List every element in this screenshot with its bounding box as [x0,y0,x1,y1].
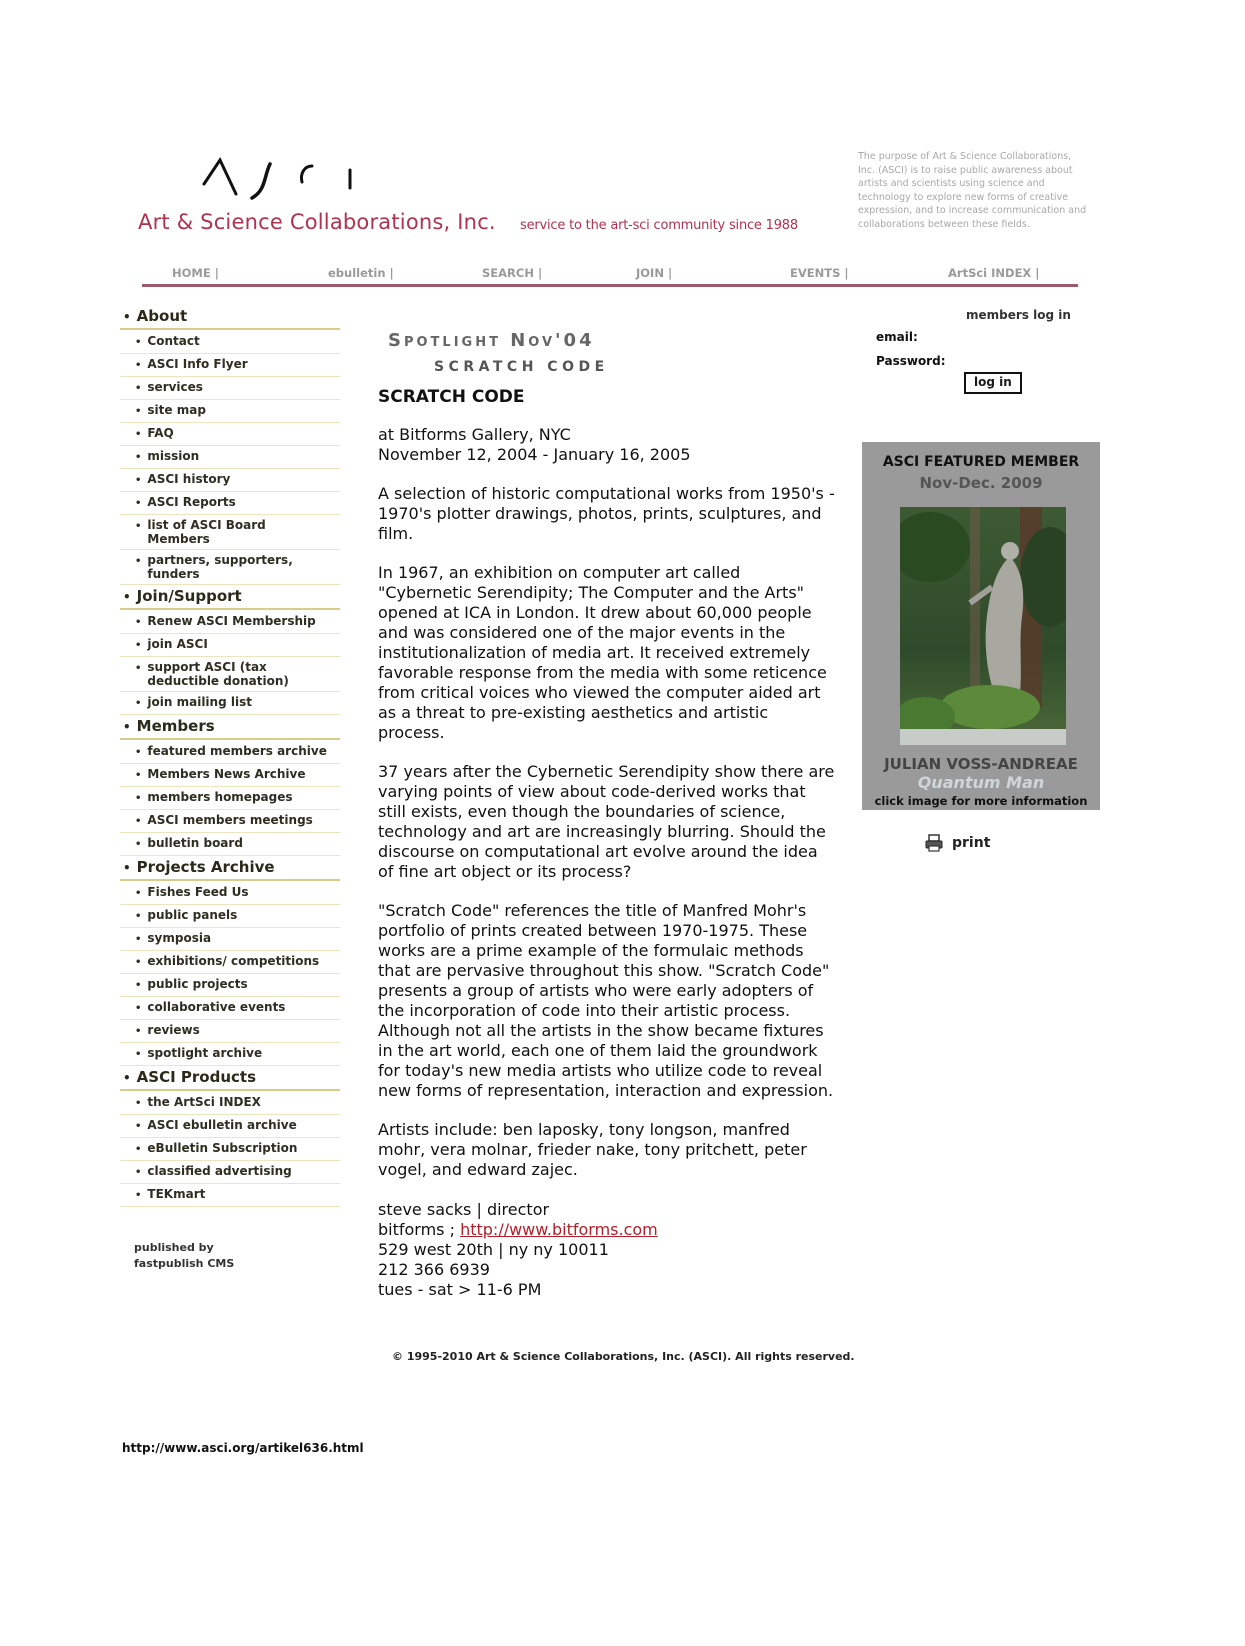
bullet-icon: • [135,556,142,567]
sidebar-item-label: support ASCI (tax deductible donation) [147,660,289,688]
main-content [378,330,838,1300]
bullet-icon: • [123,310,131,324]
sidebar-item-label: Members News Archive [147,767,306,781]
bullet-icon: • [135,770,142,781]
nav-artsci-index[interactable]: ArtSci INDEX | [948,266,1040,280]
nav-ebulletin[interactable]: ebulletin | [328,266,394,280]
bullet-icon: • [123,720,131,734]
sidebar-item-label: site map [147,403,206,417]
sidebar-item-spotlight-archive[interactable] [120,1043,340,1066]
sidebar-item-label: join ASCI [147,637,208,651]
sidebar-item-asci-info-flyer[interactable] [120,354,340,377]
sidebar-item-label: members homepages [147,790,293,804]
bullet-icon: • [135,429,142,440]
paragraph-5: Artists include: ben laposky, tony longson, manfred mohr, vera molnar, frieder nake, tony pritchett, peter vogel, and edward zajec. [378,1120,807,1179]
sidebar-item-label: spotlight archive [147,1046,263,1060]
featured-artist: JULIAN VOSS-ANDREAE [884,755,1078,773]
sidebar-section-label: Projects Archive [136,858,275,876]
sidebar-item-label: featured members archive [147,744,327,758]
sidebar-item-public-panels[interactable] [120,905,340,928]
sidebar-item-label: symposia [147,931,212,945]
bullet-icon: • [123,861,131,875]
sidebar-item-asci-members-meetings[interactable] [120,810,340,833]
sidebar-item-members-homepages[interactable] [120,787,340,810]
featured-click-hint: click image for more information [874,794,1088,808]
bullet-icon: • [135,337,142,348]
sidebar-item-label: ASCI ebulletin archive [147,1118,297,1132]
top-nav [142,262,1078,287]
sidebar-item-label: public panels [147,908,238,922]
sidebar-item-label: ASCI history [147,472,231,486]
print-link[interactable] [924,834,990,852]
sidebar-item-renew-asci-membership[interactable] [120,611,340,634]
purpose-statement: The purpose of Art & Science Collaborations, Inc. (ASCI) is to raise public awareness about artists and scientists using science and technology to explore new forms of creative expression, and to increase communication and collaborations between these fields. [858,151,1087,230]
sidebar-section-about[interactable] [120,305,340,330]
sidebar-item-join-mailing-list[interactable] [120,692,340,715]
print-label: print [952,835,991,851]
sidebar [120,305,340,1207]
sidebar-item-partners-supporters-funders[interactable] [120,550,340,585]
sidebar-item-label: FAQ [147,426,174,440]
sidebar-section-label: Join/Support [136,587,242,605]
sidebar-item-mission[interactable] [120,446,340,469]
copyright: © 1995-2010 Art & Science Collaborations, Inc. (ASCI). All rights reserved. [392,1350,855,1363]
sidebar-item-join-asci[interactable] [120,634,340,657]
paragraph-3: 37 years after the Cybernetic Serendipity show there are varying points of view about code-derived works that still exists, even though the boundaries of science, technology and art are increasingly blurring. Should the discourse on computational art evolve around the idea of fine art object or its process? [378,762,835,881]
bitforms-link[interactable]: http://www.bitforms.com [460,1220,658,1239]
sidebar-item-faq[interactable] [120,423,340,446]
sidebar-item-label: public projects [147,977,248,991]
bullet-icon: • [135,475,142,486]
bullet-icon: • [135,640,142,651]
bullet-icon: • [135,406,142,417]
sidebar-item-label: Renew ASCI Membership [147,614,316,628]
bullet-icon: • [135,839,142,850]
sidebar-section-label: ASCI Products [136,1068,256,1086]
email-label: email: [876,330,918,344]
sidebar-item-label: bulletin board [147,836,243,850]
paragraph-1: A selection of historic computational works from 1950's - 1970's plotter drawings, photos, prints, sculptures, and film. [378,484,835,543]
sidebar-item-the-artsci-index[interactable] [120,1092,340,1115]
sidebar-item-label: join mailing list [147,695,252,709]
venue: at Bitforms Gallery, NYC [378,425,571,444]
sidebar-item-label: list of ASCI Board Members [147,518,266,546]
bullet-icon: • [135,452,142,463]
sidebar-item-label: ASCI members meetings [147,813,313,827]
nav-events[interactable]: EVENTS | [790,266,849,280]
printer-icon [924,834,944,852]
nav-join[interactable]: JOIN | [636,266,673,280]
sidebar-section-join-support[interactable] [120,585,340,610]
paragraph-4: "Scratch Code" references the title of Manfred Mohr's portfolio of prints created between 1970-1975. These works are a prime example of the formulaic methods that are pervasive throughout this show. "Scratch Code" presents a group of artists who were early adopters of the incorporation of code into their artistic process. Although not all the artists in the show became fixtures in the art world, each one of them laid the groundwork for today's new media artists who utilize code to reveal new forms of representation, interaction and expression. [378,901,834,1100]
sidebar-item-exhibitions-competitions[interactable] [120,951,340,974]
paragraph-2: In 1967, an exhibition on computer art called "Cybernetic Serendipity; The Computer and the Arts" opened at ICA in London. It drew about 60,000 people and was considered one of the major events in the institutionalization of media art. It received extremely favorable response from the media with some reticence from critical voices who viewed the computer aided art as a threat to pre-existing aesthetics and artistic process. [378,563,827,742]
sidebar-item-asci-reports[interactable] [120,492,340,515]
bullet-icon: • [135,360,142,371]
sidebar-item-members-news-archive[interactable] [120,764,340,787]
bullet-icon: • [135,957,142,968]
bullet-icon: • [135,1121,142,1132]
sidebar-section-members[interactable] [120,715,340,740]
sidebar-item-label: eBulletin Subscription [147,1141,298,1155]
sidebar-item-bulletin-board[interactable] [120,833,340,856]
sidebar-item-contact[interactable] [120,331,340,354]
sidebar-item-reviews[interactable] [120,1020,340,1043]
bullet-icon: • [135,383,142,394]
login-button[interactable]: log in [964,372,1022,394]
contact-phone: 212 366 6939 [378,1260,490,1279]
spotlight-subtitle: SCRATCH CODE [434,359,609,375]
featured-title: ASCI FEATURED MEMBER [882,454,1080,470]
sidebar-item-list-of-asci-board-members[interactable] [120,515,340,550]
bullet-icon: • [135,1049,142,1060]
contact-hours: tues - sat > 11-6 PM [378,1280,542,1299]
contact-block [378,1200,838,1300]
featured-image[interactable] [900,507,1066,745]
sidebar-item-services[interactable] [120,377,340,400]
password-label: Password: [876,354,946,368]
bullet-icon: • [135,980,142,991]
sidebar-section-projects-archive[interactable] [120,856,340,881]
sidebar-item-tekmart[interactable] [120,1184,340,1207]
article-heading: SCRATCH CODE [378,387,525,407]
bullet-icon: • [135,1003,142,1014]
bullet-icon: • [135,911,142,922]
sidebar-item-label: mission [147,449,200,463]
sidebar-item-label: Fishes Feed Us [147,885,249,899]
published-line2[interactable]: fastpublish CMS [134,1257,235,1270]
sidebar-item-label: reviews [147,1023,200,1037]
bullet-icon: • [135,1167,142,1178]
sidebar-item-label: classified advertising [147,1164,292,1178]
bullet-icon: • [135,747,142,758]
sidebar-item-label: exhibitions/ competitions [147,954,320,968]
sidebar-item-label: partners, supporters, funders [147,553,293,581]
sidebar-item-label: TEKmart [147,1187,206,1201]
bullet-icon: • [135,521,142,532]
bullet-icon: • [135,1190,142,1201]
bullet-icon: • [123,590,131,604]
asci-logo[interactable] [200,150,370,210]
sidebar-item-label: services [147,380,203,394]
sidebar-section-asci-products[interactable] [120,1066,340,1091]
contact-address: 529 west 20th | ny ny 10011 [378,1240,609,1259]
featured-work-title: Quantum Man [917,773,1045,792]
org-name: Art & Science Collaborations, Inc. [138,210,496,234]
published-line1: published by [134,1241,214,1254]
sidebar-section-label: About [136,307,188,325]
bullet-icon: • [135,793,142,804]
login-title: members log in [966,308,1071,322]
contact-name: steve sacks | director [378,1200,550,1219]
sidebar-item-collaborative-events[interactable] [120,997,340,1020]
org-tagline: service to the art-sci community since 1988 [520,218,798,233]
sidebar-item-symposia[interactable] [120,928,340,951]
sidebar-item-label: ASCI Info Flyer [147,357,248,371]
sidebar-item-asci-ebulletin-archive[interactable] [120,1115,340,1138]
bullet-icon: • [135,698,142,709]
nav-search[interactable]: SEARCH | [482,266,543,280]
nav-home[interactable]: HOME | [172,266,219,280]
bullet-icon: • [123,1071,131,1085]
bullet-icon: • [135,617,142,628]
sidebar-section-label: Members [136,717,215,735]
spotlight-title: Spotlight Nov'04 [388,330,595,351]
sidebar-item-label: ASCI Reports [147,495,236,509]
featured-member-card[interactable] [862,442,1100,810]
published-by [134,1240,234,1272]
bullet-icon: • [135,1144,142,1155]
bullet-icon: • [135,1098,142,1109]
dates: November 12, 2004 - January 16, 2005 [378,445,691,464]
sidebar-item-label: collaborative events [147,1000,286,1014]
bullet-icon: • [135,663,142,674]
page-url: http://www.asci.org/artikel636.html [122,1441,364,1455]
sidebar-item-public-projects[interactable] [120,974,340,997]
sidebar-item-asci-history[interactable] [120,469,340,492]
sidebar-item-site-map[interactable] [120,400,340,423]
sidebar-item-classified-advertising[interactable] [120,1161,340,1184]
sidebar-item-label: the ArtSci INDEX [147,1095,261,1109]
sidebar-item-fishes-feed-us[interactable] [120,882,340,905]
bullet-icon: • [135,1026,142,1037]
contact-org: bitforms ; [378,1220,461,1239]
sidebar-item-featured-members-archive[interactable] [120,741,340,764]
sidebar-item-ebulletin-subscription[interactable] [120,1138,340,1161]
bullet-icon: • [135,816,142,827]
bullet-icon: • [135,888,142,899]
bullet-icon: • [135,934,142,945]
sidebar-item-label: Contact [147,334,200,348]
featured-date: Nov-Dec. 2009 [919,474,1043,492]
sidebar-item-support-asci-tax-deductible-donation[interactable] [120,657,340,692]
bullet-icon: • [135,498,142,509]
